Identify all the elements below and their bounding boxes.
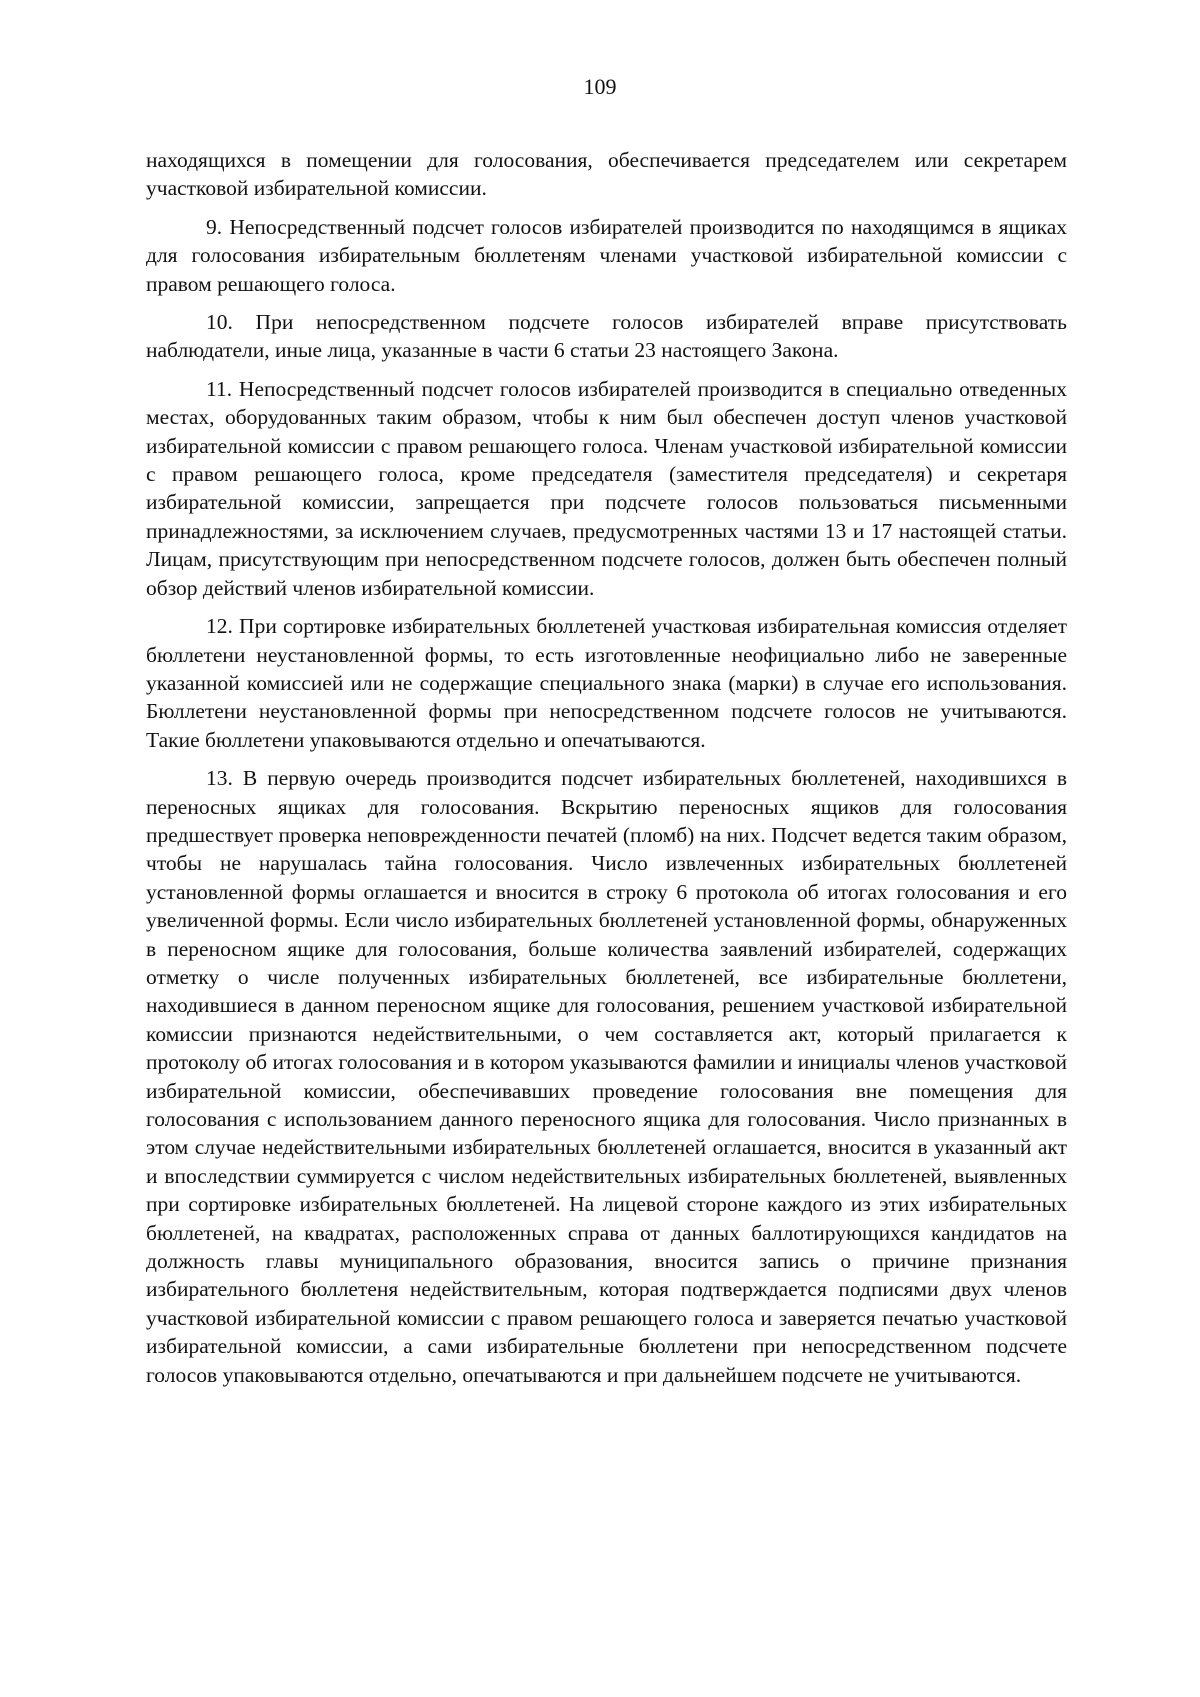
page-number: 109 <box>583 74 617 99</box>
document-body <box>146 146 1067 1399</box>
paragraph-9: 9. Непосредственный подсчет голосов избирателей производится по находящимся в ящиках для голосования избирательным бюллетеням членами участковой избирательной комиссии с правом решающего голоса. <box>146 214 1067 296</box>
paragraph-11: 11. Непосредственный подсчет голосов избирателей производится в специально отведенных местах, оборудованных таким образом, чтобы к ним был обеспечен доступ членов участковой избирательной комиссии с правом решающего голоса. Членам участковой избирательной комиссии с правом решающего голоса, кроме председателя (заместителя председателя) и секретаря избирательной комиссии, запрещается при подсчете голосов пользоваться письменными принадлежностями, за исключением случаев, предусмотренных частями 13 и 17 настоящей статьи. Лицам, присутствующим при непосредственном подсчете голосов, должен быть обеспечен полный обзор действий членов избирательной комиссии. <box>146 376 1067 600</box>
paragraph-13: 13. В первую очередь производится подсчет избирательных бюллетеней, находившихся в переносных ящиках для голосования. Вскрытию переносных ящиков для голосования предшествует проверка неповрежденности печатей (пломб) на них. Подсчет ведется таким образом, чтобы не нарушалась тайна голосования. Число извлеченных избирательных бюллетеней установленной формы оглашается и вносится в строку 6 протокола об итогах голосования и его увеличенной формы. Если число избирательных бюллетеней установленной формы, обнаруженных в переносном ящике для голосования, больше количества заявлений избирателей, содержащих отметку о числе полученных избирательных бюллетеней, все избирательные бюллетени, находившиеся в данном переносном ящике для голосования, решением участковой избирательной комиссии признаются недействительными, о чем составляется акт, который прилагается к протоколу об итогах голосования и в котором указываются фамилии и инициалы членов участковой избирательной комиссии, обеспечивавших проведение голосования вне помещения для голосования с использованием данного переносного ящика для голосования. Число признанных в этом случае недействительными избирательных бюллетеней оглашается, вносится в указанный акт и впоследствии суммируется с числом недействительных избирательных бюллетеней, выявленных при сортировке избирательных бюллетеней. На лицевой стороне каждого из этих избирательных бюллетеней, на квадратах, расположенных справа от данных баллотирующихся кандидатов на должность главы муниципального образования, вносится запись о причине признания избирательного бюллетеня недействительным, которая подтверждается подписями двух членов участковой избирательной комиссии с правом решающего голоса и заверяется печатью участковой избирательной комиссии, а сами избирательные бюллетени при непосредственном подсчете голосов упаковываются отдельно, опечатываются и при дальнейшем подсчете не учитываются. <box>146 766 1067 1387</box>
paragraph-continuation: находящихся в помещении для голосования, обеспечивается председателем или секретарем участковой избирательной комиссии. <box>146 148 1067 201</box>
paragraph-12: 12. При сортировке избирательных бюллетеней участковая избирательная комиссия отделяет бюллетени неустановленной формы, то есть изготовленные неофициально либо не заверенные указанной комиссией или не содержащие специального знака (марки) в случае его использования. Бюллетени неустановленной формы при непосредственном подсчете голосов не учитываются. Такие бюллетени упаковываются отдельно и опечатываются. <box>146 614 1067 752</box>
paragraph-10: 10. При непосредственном подсчете голосов избирателей вправе присутствовать наблюдатели, иные лица, указанные в части 6 статьи 23 настоящего Закона. <box>146 310 1067 363</box>
